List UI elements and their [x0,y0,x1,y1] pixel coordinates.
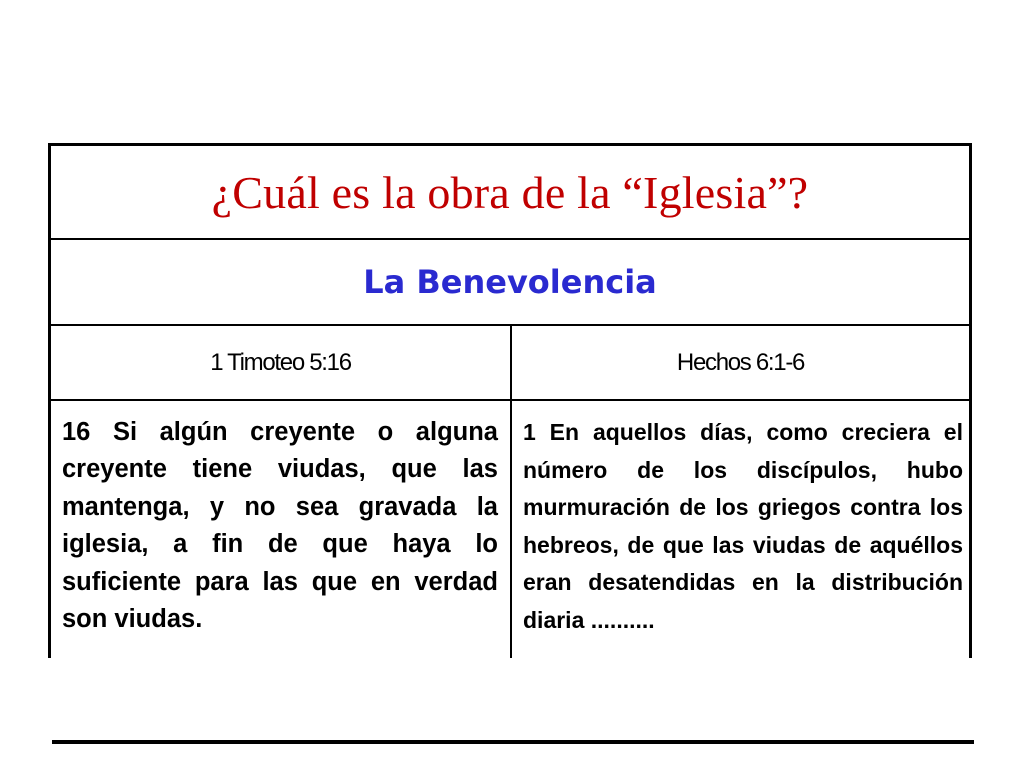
slide-title: ¿Cuál es la obra de la “Iglesia”? [211,167,809,218]
right-reference-cell [512,326,969,399]
subtitle-row [48,240,972,324]
left-verse-text: 16 Si algún creyente o alguna creyente tiene viudas, que las mantenga, y no sea gravada la iglesia, a fin de que haya lo suficiente para las que en verdad son viudas. [62,418,498,634]
left-reference-cell [51,326,510,399]
bottom-rule [52,740,974,744]
title-row [48,146,972,239]
slide-subtitle: La Benevolencia [363,263,657,301]
right-verse-text: 1 En aquellos días, como creciera el número de los discípulos, hubo murmuración de los griegos contra los hebreos, de que las viudas de aquéllos eran desatendidas en la distribución diaria .......... [523,419,963,633]
left-reference: 1 Timoteo 5:16 [210,348,351,376]
right-reference: Hechos 6:1-6 [676,348,805,376]
